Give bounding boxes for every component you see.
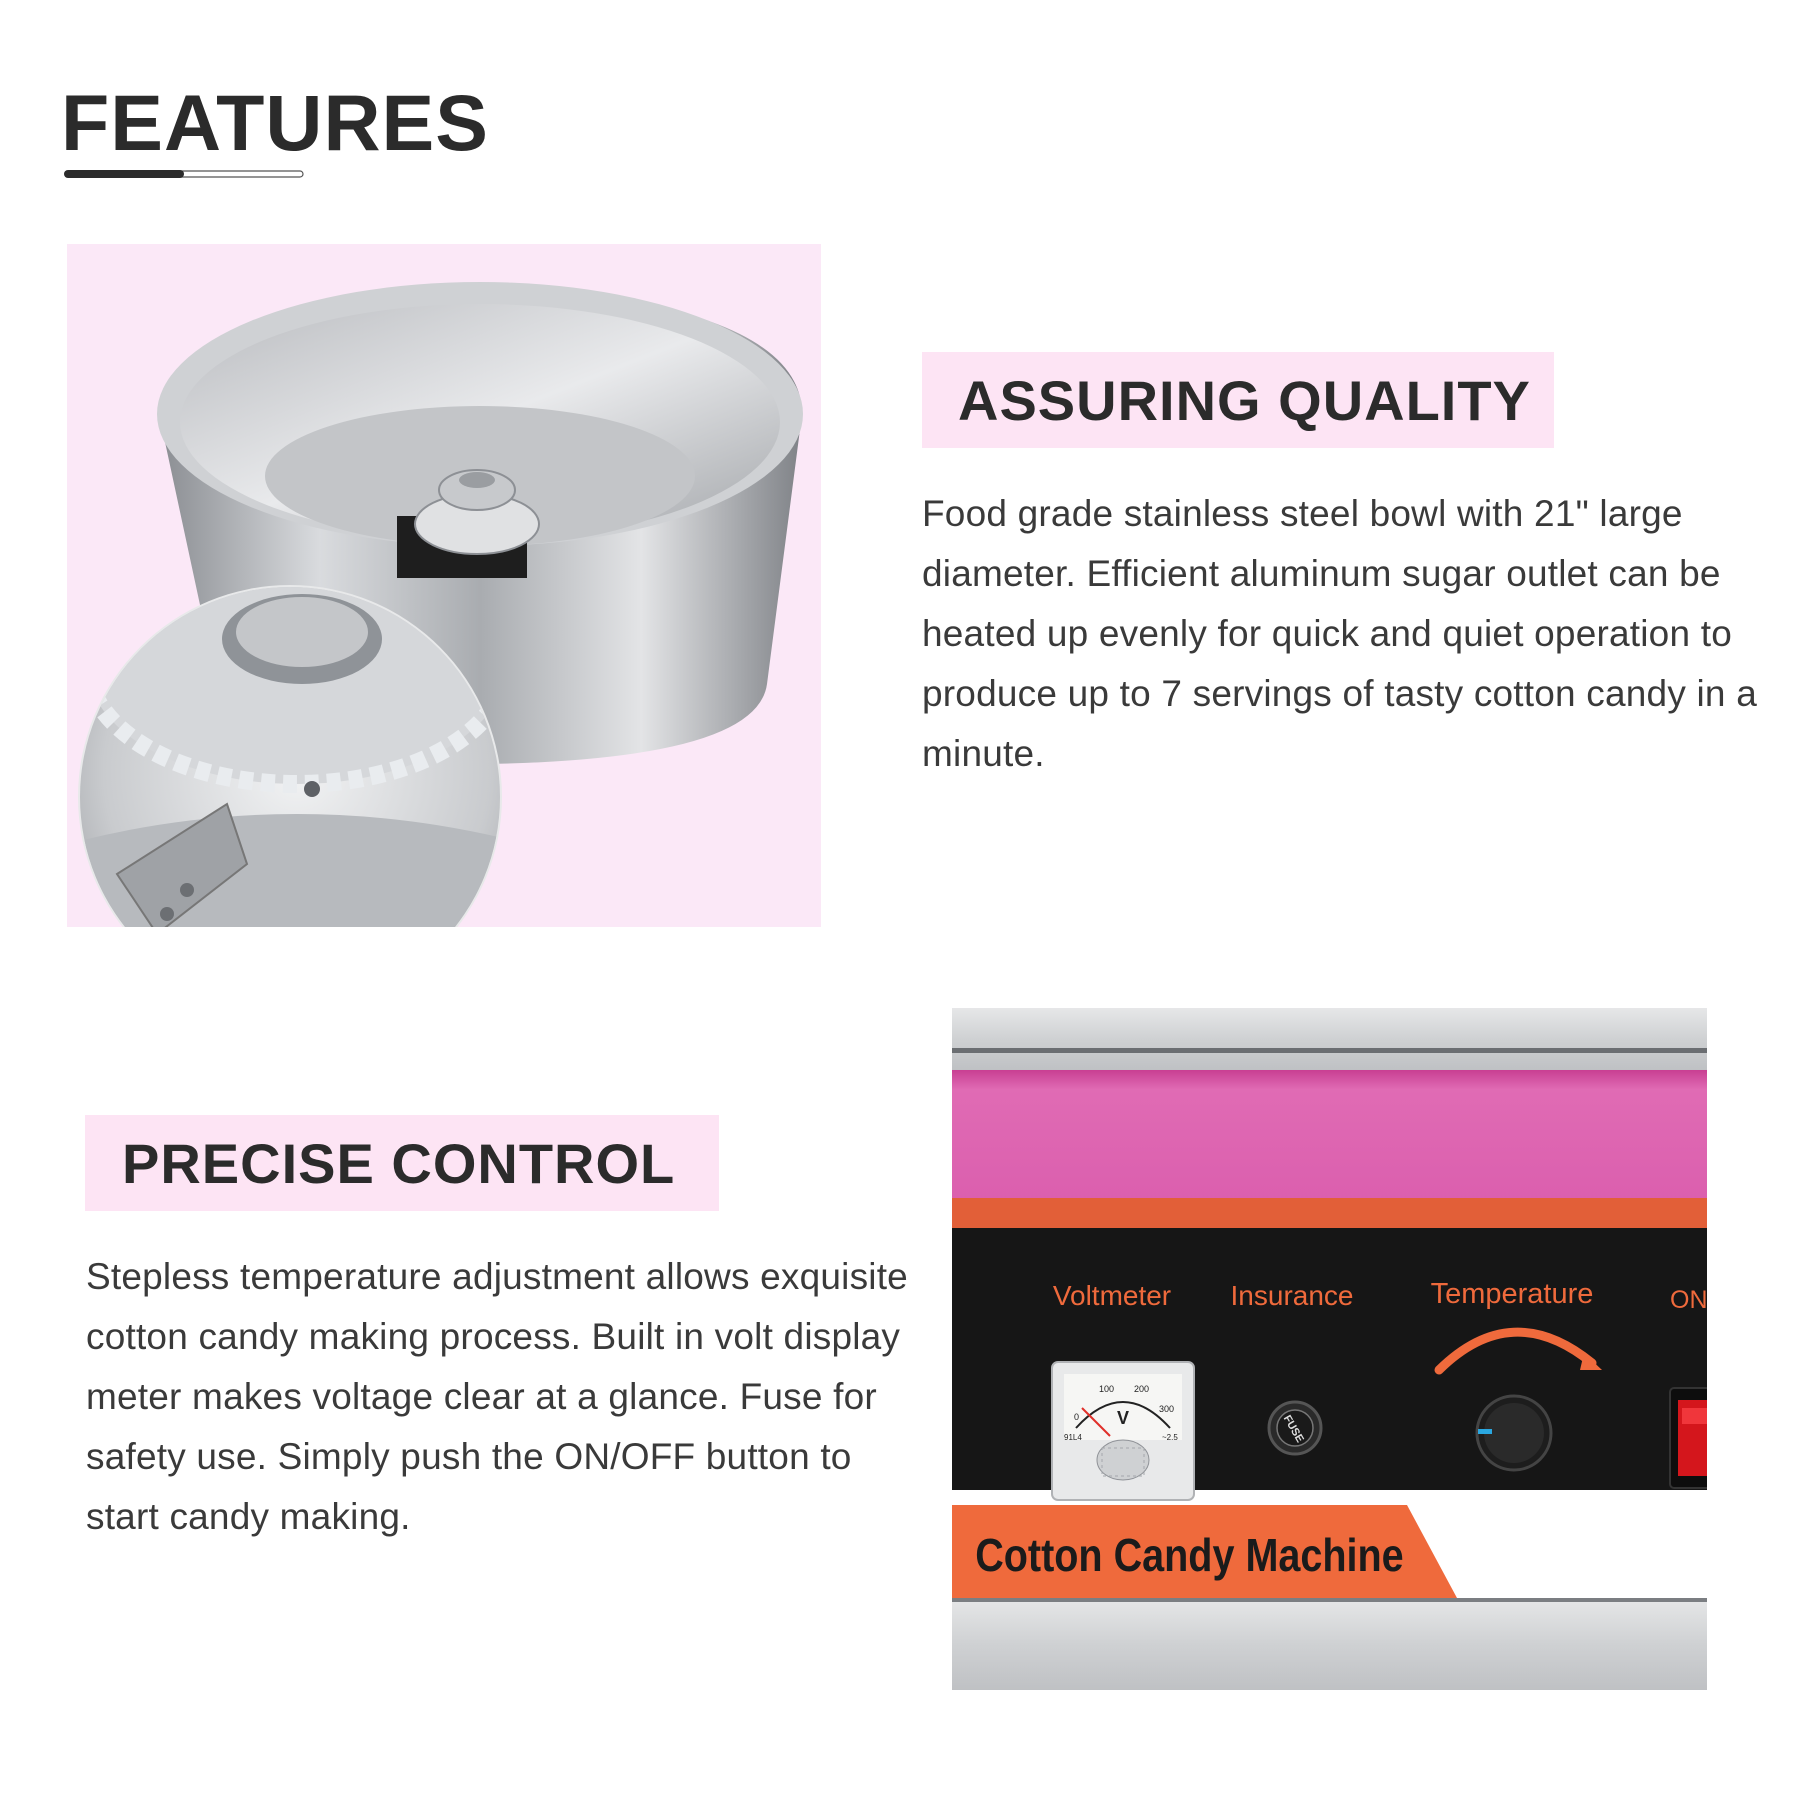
control-panel-image <box>952 1008 1707 1690</box>
meter-unit: V <box>1116 1408 1130 1428</box>
temperature-label: Temperature <box>1430 1278 1594 1310</box>
fuse-label: FUSE <box>1280 1413 1306 1445</box>
section-heading-quality <box>922 352 1554 448</box>
voltmeter-gauge <box>1052 1362 1194 1500</box>
section-heading-control <box>85 1115 719 1211</box>
meter-tick: 200 <box>1134 1384 1150 1394</box>
temperature-knob-icon <box>1477 1396 1551 1470</box>
control-panel-icon <box>952 1008 1707 1690</box>
meter-tick: 300 <box>1159 1404 1175 1414</box>
section-description-quality: Food grade stainless steel bowl with 21" large diameter. Efficient aluminum sugar outlet can be heated up evenly for quick and quiet operation to produce up to 7 servings of tasty cotton candy in a minute. <box>922 493 1757 774</box>
machine-brand-label: Cotton Candy Machine <box>975 1530 1404 1582</box>
title-underline <box>64 170 304 178</box>
power-switch-icon <box>1670 1388 1707 1488</box>
section-heading-label: PRECISE CONTROL <box>122 1131 676 1195</box>
meter-tick: 100 <box>1099 1384 1115 1394</box>
section-heading-label: ASSURING QUALITY <box>958 368 1531 432</box>
section-description-control: Stepless temperature adjustment allows exquisite cotton candy making process. Built in volt display meter makes voltage clear at a glance. Fuse for safety use. Simply push the ON/OFF button to start candy making. <box>86 1256 908 1537</box>
meter-class: ~2.5 <box>1162 1433 1178 1442</box>
on-label: ON <box>1670 1286 1707 1314</box>
meter-tick: 0 <box>1074 1412 1080 1422</box>
voltmeter-label: Voltmeter <box>1052 1280 1172 1311</box>
insurance-label: Insurance <box>1230 1280 1354 1311</box>
fuse-icon <box>1269 1402 1321 1454</box>
page-title: FEATURES <box>61 78 489 167</box>
bowl-product-image <box>67 244 821 927</box>
meter-model: 91L4 <box>1064 1433 1082 1442</box>
